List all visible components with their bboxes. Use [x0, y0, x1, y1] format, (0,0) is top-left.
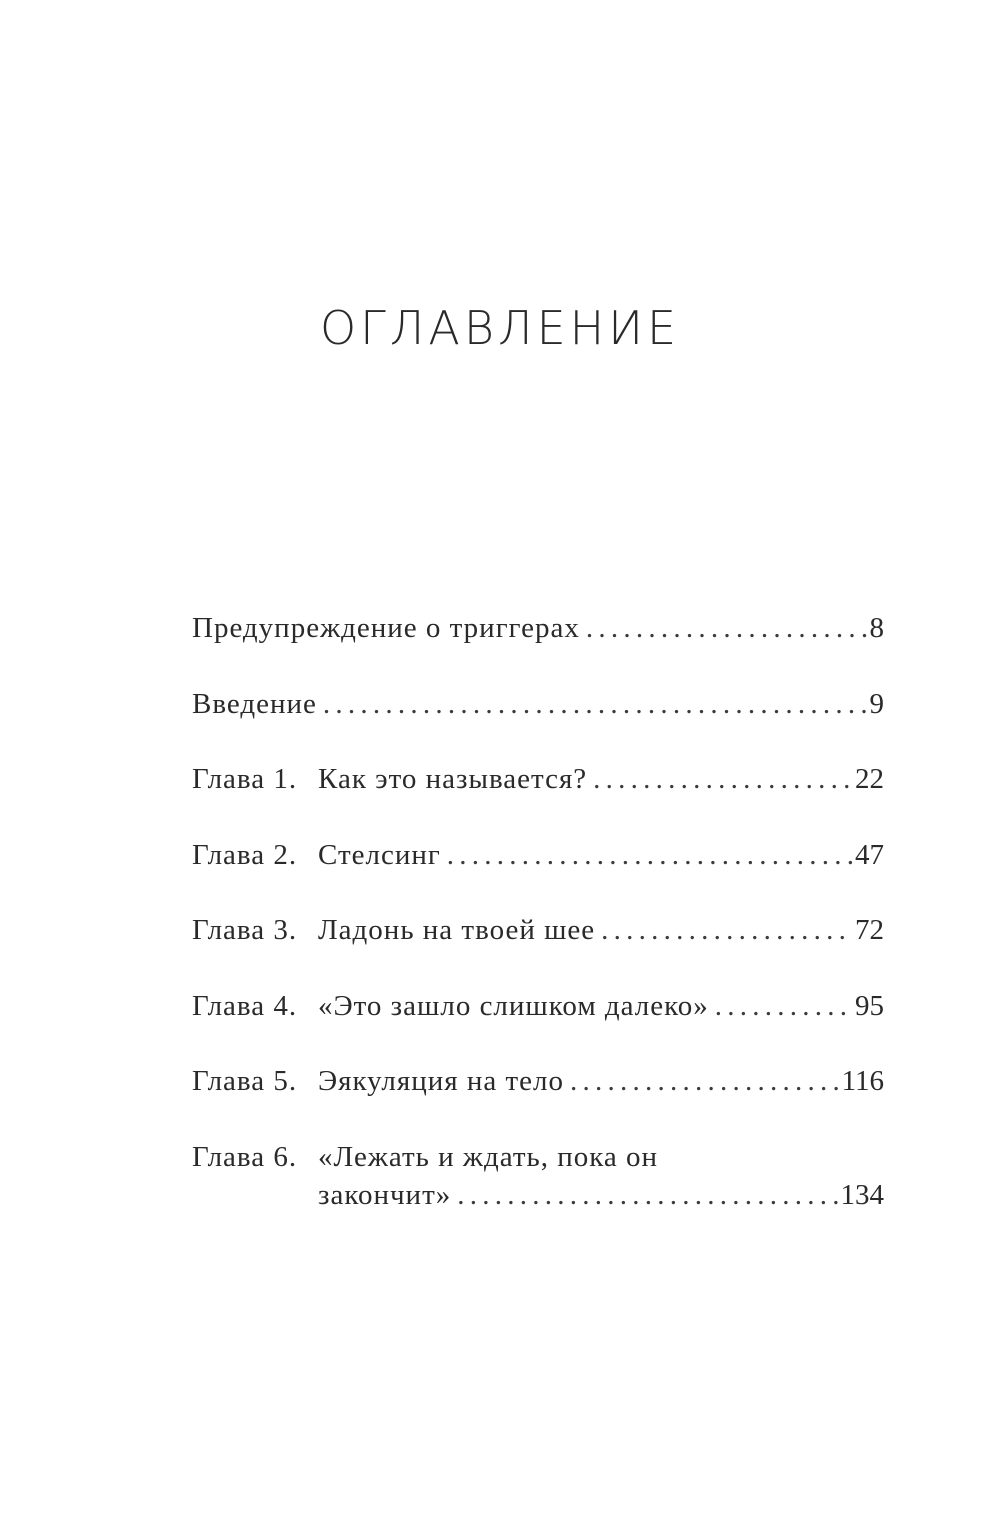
toc-chapter-number: Глава 6. — [192, 1140, 298, 1173]
toc-page-number: 116 — [841, 1065, 884, 1097]
toc-entry-introduction[interactable] — [192, 684, 884, 760]
toc-page-number: 72 — [855, 914, 884, 946]
toc-entry-title: Предупреждение о триггерах — [192, 612, 580, 644]
toc-chapter-number: Глава 3. — [192, 914, 298, 946]
toc-page-number: 22 — [855, 763, 884, 795]
dot-leader — [586, 608, 868, 648]
toc-chapter-number: Глава 2. — [192, 838, 298, 871]
dot-leader — [601, 910, 853, 950]
table-of-contents — [192, 608, 884, 1219]
toc-entry-chapter-3[interactable] — [192, 910, 884, 986]
toc-entry-chapter-4[interactable] — [192, 986, 884, 1062]
toc-entry-title: Эякуляция на тело — [318, 1065, 564, 1097]
dot-leader — [593, 759, 853, 799]
toc-page-number: 134 — [840, 1178, 884, 1211]
toc-entry-title: Стелсинг — [318, 838, 441, 871]
toc-chapter-number: Глава 5. — [192, 1065, 298, 1097]
dot-leader — [457, 1175, 838, 1215]
dot-leader — [323, 684, 868, 724]
toc-entry-title: «Лежать и ждать, пока он — [318, 1140, 659, 1173]
dot-leader — [570, 1061, 840, 1101]
toc-page-number: 95 — [855, 989, 884, 1022]
toc-entry-title: Введение — [192, 687, 317, 720]
toc-entry-title: Как это называется? — [318, 763, 588, 795]
toc-entry-title: Ладонь на твоей шее — [318, 914, 596, 946]
toc-chapter-number: Глава 4. — [192, 989, 298, 1022]
toc-entry-chapter-1[interactable] — [192, 759, 884, 835]
toc-entry-chapter-6[interactable] — [192, 1137, 884, 1219]
dot-leader — [715, 986, 853, 1026]
toc-entry-chapter-2[interactable] — [192, 835, 884, 911]
toc-page-number: 9 — [869, 687, 884, 720]
toc-entry-title: «Это зашло слишком далеко» — [318, 989, 709, 1022]
page-title: ОГЛАВЛЕНИЕ — [319, 301, 681, 355]
toc-page-number: 47 — [855, 838, 884, 871]
toc-entry-title-continued: закончит» — [318, 1178, 452, 1211]
toc-entry-trigger-warning[interactable] — [192, 608, 884, 684]
toc-chapter-number: Глава 1. — [192, 763, 298, 795]
toc-page-number: 8 — [869, 612, 884, 644]
toc-entry-chapter-5[interactable] — [192, 1061, 884, 1137]
dot-leader — [447, 835, 853, 875]
